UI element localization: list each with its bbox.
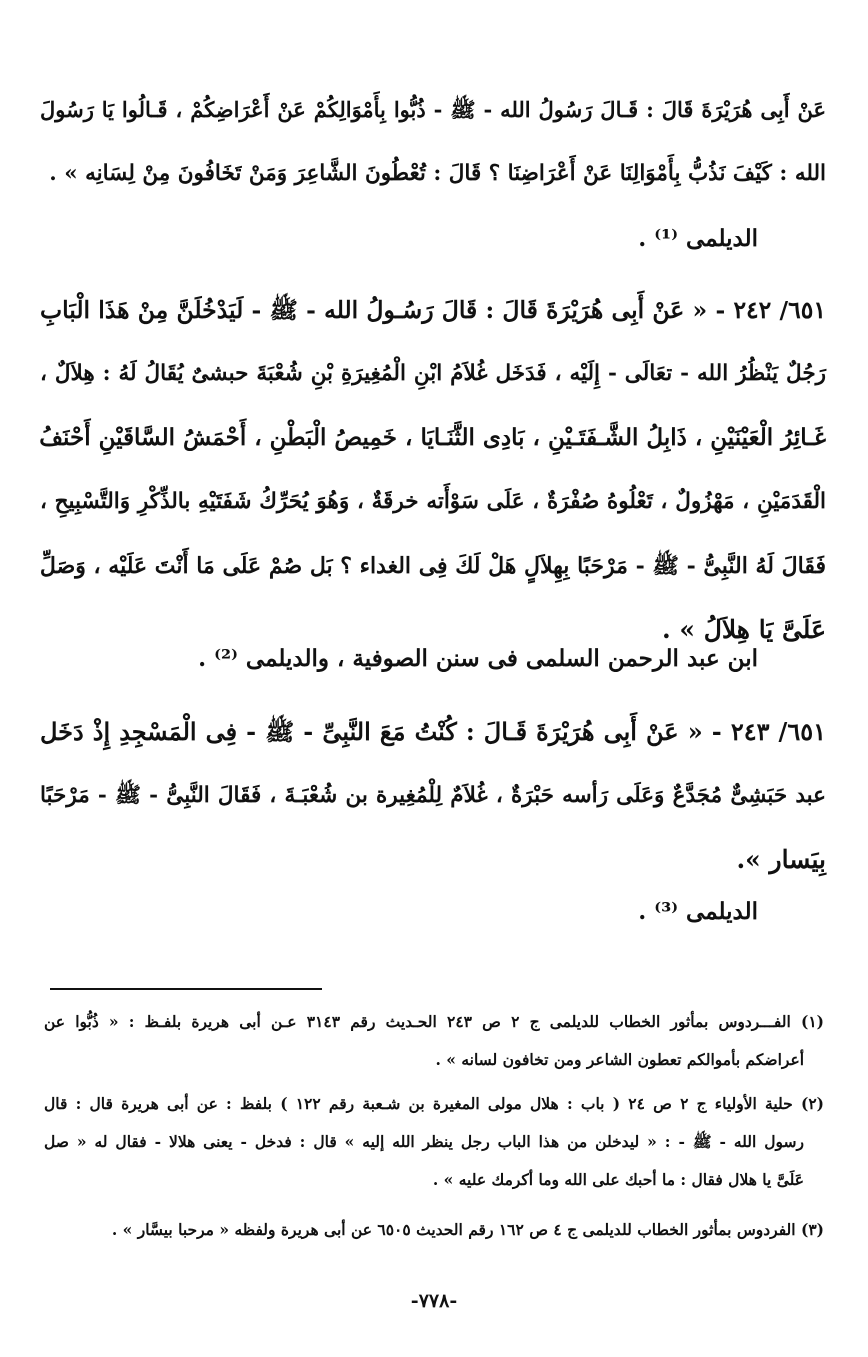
text-line: فَقَالَ لَهُ النَّبِىُّ - ﷺ - مَرْحَبًا بِهِلاَلٍ هَلْ لَكَ فِى الغداء ؟ بَل صُمْ عَلَى مَا أَنْتَ عَلَيْه ، وَصَلِّ bbox=[39, 553, 826, 579]
hadith-entry-1 bbox=[40, 78, 826, 206]
source-citation-2: ابن عبد الرحمن السلمى فى سنن الصوفية ، والديلمى ⁽²⁾ . bbox=[198, 645, 758, 672]
text-line: الله : كَيْفَ نَذُبُّ بِأَمْوَالِنَا عَنْ أَعْرَاضِنَا ؟ قَالَ : تُعْطُونَ الشَّاعِرَ وَمَنْ تَخَافُونَ مِنْ لِسَانِه » . bbox=[49, 161, 826, 186]
footnote-line: (١) الفـــردوس بمأثور الخطاب للديلمى ج ٢ ص ٢٤٣ الحـديث رقم ٣١٤٣ عـن أبى هريرة بلفـظ : « ذُبُّوا عن bbox=[44, 1012, 824, 1031]
footnote-separator bbox=[50, 988, 322, 990]
footnote-line: عَلَىَّ يا هلال فقال : ما أحبك على الله وما أكرمك عليه » . bbox=[432, 1170, 804, 1189]
text-line: عَلَىَّ يَا هِلاَلُ » . bbox=[661, 615, 826, 644]
text-line: الْقَدَمَيْنِ ، مَهْزُولٌ ، تَعْلُوهُ صُفْرَةٌ ، عَلَى سَوْأَته خرقَةٌ ، وَهُوَ يُحَرِّكُ شَفَتَيْهِ بالذِّكْرِ وَالتَّسْبِيحِ ، bbox=[40, 489, 826, 514]
page-number: -٧٧٨- bbox=[410, 1290, 458, 1312]
footnote-1 bbox=[44, 1003, 824, 1079]
text-line: رَجُلٌ يَنْظُرُ الله - تعَالَى - إِلَيْه ، فَدَخَل غُلاَمُ ابْنِ الْمُغِيرَةِ بْنِ شُعْبَةَ حبشىٌ يُقَالُ لَهُ : هِلاَلٌ ، bbox=[40, 361, 826, 386]
text-line: عبد حَبَشِىٌّ مُجَدَّعٌ وَعَلَى رَأسه حَبْرَةٌ ، غُلاَمٌ لِلْمُغِيرة بن شُعْبَـةَ ، فَقَالَ النَّبِىُّ - ﷺ - مَرْحَبًا bbox=[40, 783, 826, 808]
text-line: عَنْ أَبِى هُرَيْرَةَ قَالَ : قَـالَ رَسُولُ الله - ﷺ - ذُبُّوا بِأَمْوَالِكُمْ عَنْ أَعْرَاضِكُمْ ، قَـالُوا يَا رَسُولَ bbox=[40, 97, 826, 122]
hadith-entry-2 bbox=[40, 278, 826, 662]
source-citation-3: الديلمى ⁽³⁾ . bbox=[638, 898, 758, 925]
source-citation-1: الديلمى ⁽¹⁾ . bbox=[638, 225, 758, 252]
footnote-3 bbox=[44, 1211, 824, 1249]
footnote-line: (٣) الفردوس بمأثور الخطاب للديلمى ج ٤ ص ١٦٢ رقم الحديث ٦٥٠٥ عن أبى هريرة ولفظه « مرحبا بيسَّار » . bbox=[111, 1220, 824, 1239]
footnote-line: رسول الله - ﷺ - : « ليدخلن من هذا الباب رجل ينظر الله إليه » قال : فدخل - يعنى هلالا - فقال له « صل bbox=[44, 1132, 804, 1151]
text-line: ٦٥١/ ٢٤٢ - « عَنْ أَبِى هُرَيْرَةَ قَالَ : قَالَ رَسُـولُ الله - ﷺ - لَيَدْخُلَنَّ مِنْ هَذَا الْبَابِ bbox=[40, 296, 827, 324]
footnote-2 bbox=[44, 1085, 824, 1199]
text-line: بِيَسار ». bbox=[736, 845, 826, 874]
hadith-entry-3 bbox=[40, 700, 826, 892]
footnote-line: أعراضكم بأموالكم تعطون الشاعر ومن تخافون لسانه » . bbox=[435, 1050, 804, 1069]
text-line: ٦٥١/ ٢٤٣ - « عَنْ أَبِى هُرَيْرَةَ قَـالَ : كُنْتُ مَعَ النَّبِىِّ - ﷺ - فِى الْمَسْجِدِ إِذْ دَخَل bbox=[40, 717, 826, 746]
text-line: غَـائِرُ الْعَيْنَيْنِ ، ذَابِلُ الشَّـفَتَـيْنِ ، بَادِى الثَّنَـايَا ، خَمِيصُ الْبَطْنِ ، أَحْمَشُ السَّاقَيْنِ أَحْنَفُ bbox=[39, 424, 826, 451]
footnote-line: (٢) حلية الأولياء ج ٢ ص ٢٤ ( باب : هلال مولى المغيرة بن شـعبة رقم ١٢٢ ) بلفظ : عن أبى هريرة قال : قال bbox=[44, 1094, 824, 1113]
